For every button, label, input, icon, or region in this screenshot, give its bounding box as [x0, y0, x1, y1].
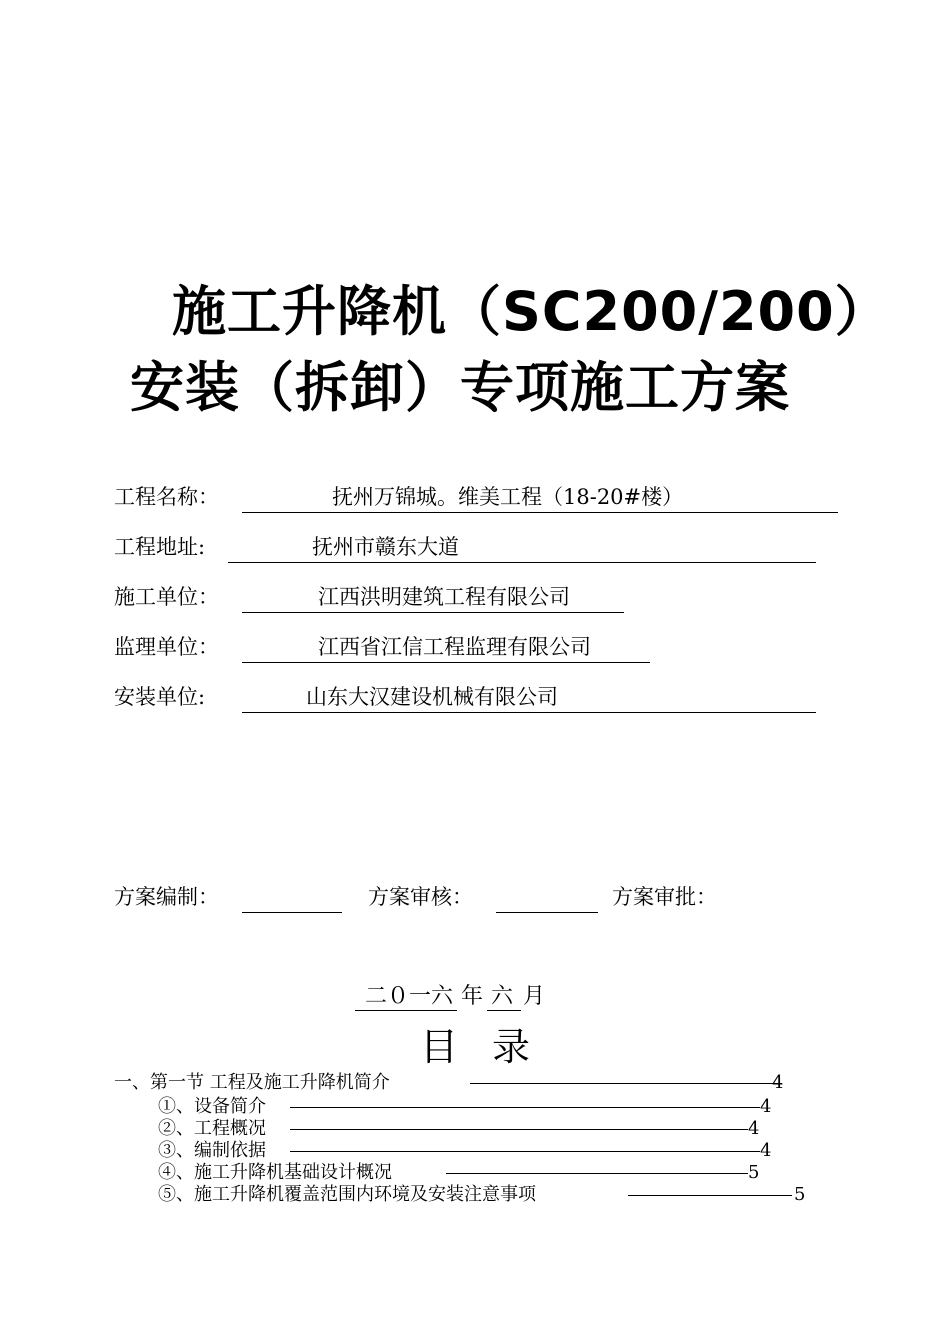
- installation-unit-value: 山东大汉建设机械有限公司: [306, 685, 558, 709]
- reviewed-by-label: 方案审核：: [368, 885, 473, 909]
- installation-unit-label: 安装单位:: [114, 685, 206, 709]
- construction-unit-field: [242, 580, 624, 613]
- project-address-row: [114, 530, 459, 564]
- supervision-unit-value: 江西省江信工程监理有限公司: [318, 635, 591, 659]
- project-name-field: [242, 480, 838, 513]
- supervision-unit-label: 监理单位：: [114, 635, 219, 659]
- toc-entry-page: 5: [794, 1184, 806, 1205]
- project-address-value: 抚州市赣东大道: [312, 535, 459, 559]
- installation-unit-row: [114, 680, 558, 714]
- construction-unit-row: [114, 580, 570, 614]
- toc-entry-text: ④、施工升降机基础设计概况: [158, 1162, 392, 1183]
- reviewed-by-blank: [496, 880, 598, 913]
- project-name-value: 抚州万锦城。维美工程（18-20#楼）: [332, 485, 684, 509]
- toc-entry-text: ②、工程概况: [158, 1118, 266, 1139]
- project-name-row: [114, 480, 684, 514]
- document-title-line-2: 安装（拆卸）专项施工方案: [130, 356, 790, 419]
- toc-entry-text: ③、编制依据: [158, 1140, 266, 1161]
- toc-leader: [290, 1151, 760, 1152]
- toc-entry-page: 4: [748, 1118, 760, 1139]
- supervision-unit-field: [242, 630, 650, 663]
- document-date: [355, 982, 547, 1012]
- toc-leader: [470, 1083, 782, 1084]
- toc-leader: [446, 1173, 748, 1174]
- project-name-label: 工程名称：: [114, 485, 219, 509]
- toc-entry[interactable]: [114, 1072, 784, 1094]
- toc-entry-text: ①、设备简介: [158, 1096, 266, 1117]
- toc-leader: [628, 1195, 792, 1196]
- project-address-label: 工程地址:: [114, 535, 206, 559]
- toc-leader: [290, 1107, 760, 1108]
- date-year: 二０一六: [355, 982, 457, 1011]
- approved-by-label: 方案审批：: [612, 885, 717, 909]
- project-address-field: [228, 530, 816, 563]
- supervision-unit-row: [114, 630, 591, 664]
- toc-entry[interactable]: [158, 1140, 772, 1162]
- document-title-line-1: 施工升降机（SC200/200）: [172, 280, 890, 343]
- toc-leader: [290, 1129, 748, 1130]
- toc-title: 目录: [420, 1025, 565, 1069]
- construction-unit-label: 施工单位：: [114, 585, 219, 609]
- compiled-by-blank: [242, 880, 342, 913]
- toc-entry[interactable]: [158, 1162, 760, 1184]
- toc-entry-text: 一、第一节 工程及施工升降机简介: [114, 1072, 390, 1093]
- toc-entry-page: 5: [748, 1162, 760, 1183]
- toc-entry[interactable]: [158, 1184, 806, 1206]
- toc-entry-text: ⑤、施工升降机覆盖范围内环境及安装注意事项: [158, 1184, 536, 1205]
- toc-entry[interactable]: [158, 1096, 772, 1118]
- toc-entry[interactable]: [158, 1118, 760, 1140]
- construction-unit-value: 江西洪明建筑工程有限公司: [318, 585, 570, 609]
- date-year-suffix: 年: [461, 984, 484, 1009]
- toc-entry-page: 4: [760, 1096, 772, 1117]
- installation-unit-field: [242, 680, 816, 713]
- date-month: 六: [487, 982, 521, 1011]
- date-month-suffix: 月: [523, 984, 546, 1009]
- compiled-by-label: 方案编制：: [114, 885, 219, 909]
- toc-entry-page: 4: [772, 1072, 784, 1093]
- toc-entry-page: 4: [760, 1140, 772, 1161]
